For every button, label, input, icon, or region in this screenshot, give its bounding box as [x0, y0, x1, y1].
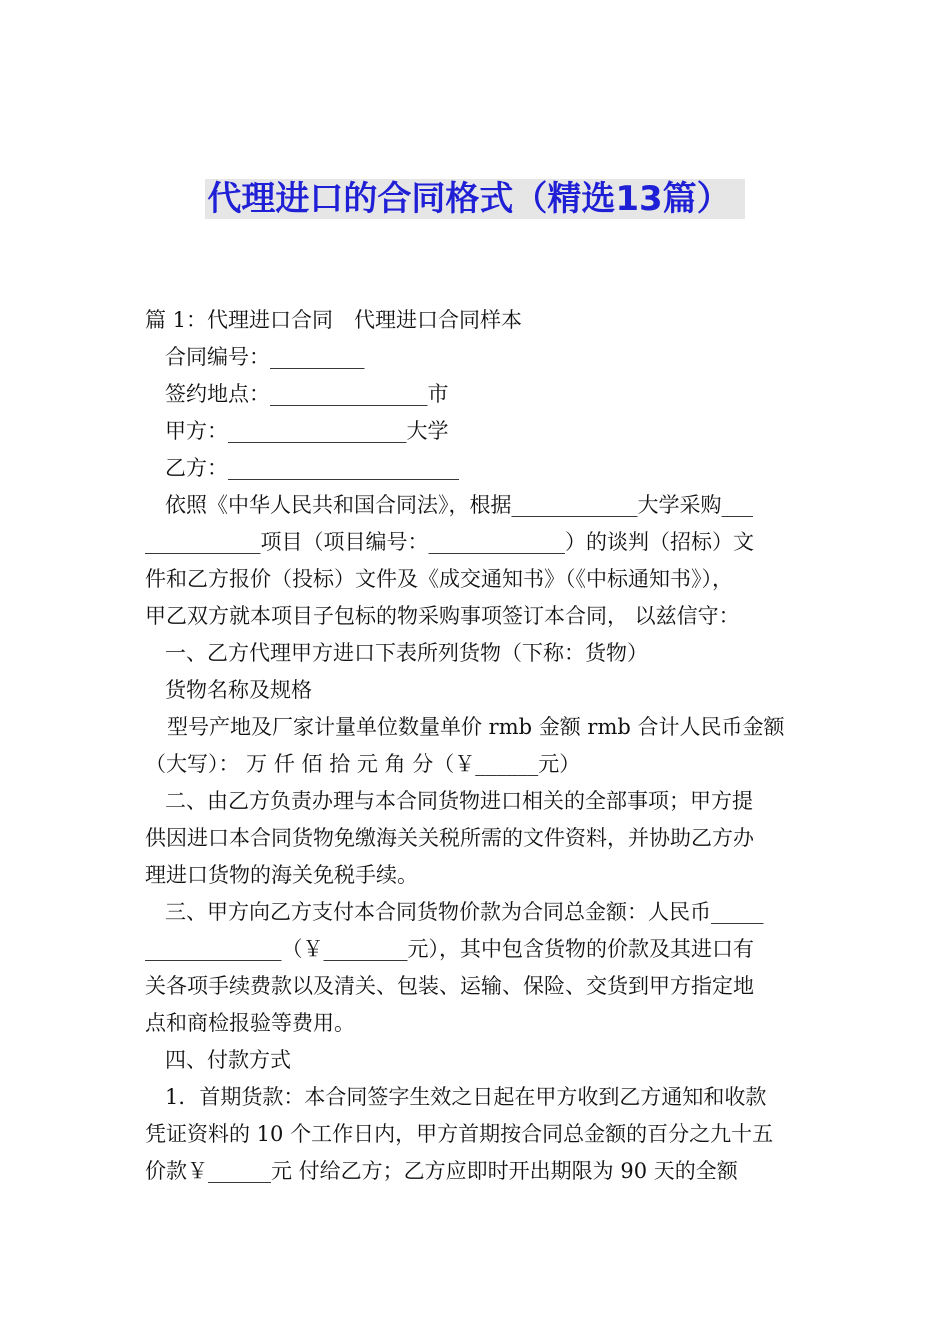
clause-line: 供因进口本合同货物免缴海关关税所需的文件资料，并协助乙方办: [145, 826, 754, 850]
document-body: [145, 302, 813, 1190]
signing-place-line: 签约地点：_______________市: [165, 382, 449, 406]
clause-line: 二、由乙方负责办理与本合同货物进口相关的全部事项；甲方提: [165, 789, 753, 813]
payment-line: 凭证资料的 10 个工作日内，甲方首期按合同总金额的百分之九十五: [145, 1122, 774, 1146]
clause-heading: 四、付款方式: [165, 1048, 291, 1072]
clause-line: 关各项手续费款以及清关、包装、运输、保险、交货到甲方指定地: [145, 974, 754, 998]
goods-table-header-line: 型号产地及厂家计量单位数量单价 rmb 金额 rmb 合计人民币金额: [167, 715, 785, 739]
clause-line: 点和商检报验等费用。: [145, 1011, 355, 1035]
amount-in-words-line: （大写）： 万 仟 佰 拾 元 角 分（￥______元）: [145, 752, 581, 776]
clause-heading: 一、乙方代理甲方进口下表所列货物（下称：货物）: [165, 641, 648, 665]
section-heading: 篇 1：代理进口合同 代理进口合同样本: [145, 308, 523, 332]
contract-number-line: 合同编号：_________: [165, 345, 365, 369]
payment-line: 价款￥______元 付给乙方；乙方应即时开出期限为 90 天的全额: [145, 1159, 738, 1183]
paragraph-line: ___________项目（项目编号：_____________）的谈判（招标）文: [145, 530, 754, 554]
clause-line: _____________（￥________元），其中包含货物的价款及其进口有: [145, 937, 754, 961]
goods-name-line: 货物名称及规格: [165, 678, 312, 702]
paragraph-line: 件和乙方报价（投标）文件及《成交通知书》（《中标通知书》），: [145, 567, 733, 591]
clause-line: 三、甲方向乙方支付本合同货物价款为合同总金额：人民币_____: [165, 900, 764, 924]
party-b-line: 乙方：______________________: [165, 456, 459, 480]
title-container: [0, 179, 950, 219]
payment-line: 1．首期货款：本合同签字生效之日起在甲方收到乙方通知和收款: [165, 1085, 767, 1109]
document-title: 代理进口的合同格式（精选13篇）: [205, 179, 744, 219]
paragraph-line: 依照《中华人民共和国合同法》，根据____________大学采购___: [165, 493, 753, 517]
party-a-line: 甲方：_________________大学: [165, 419, 449, 443]
paragraph-line: 甲乙双方就本项目子包标的物采购事项签订本合同， 以兹信守：: [145, 604, 740, 628]
clause-line: 理进口货物的海关免税手续。: [145, 863, 418, 887]
